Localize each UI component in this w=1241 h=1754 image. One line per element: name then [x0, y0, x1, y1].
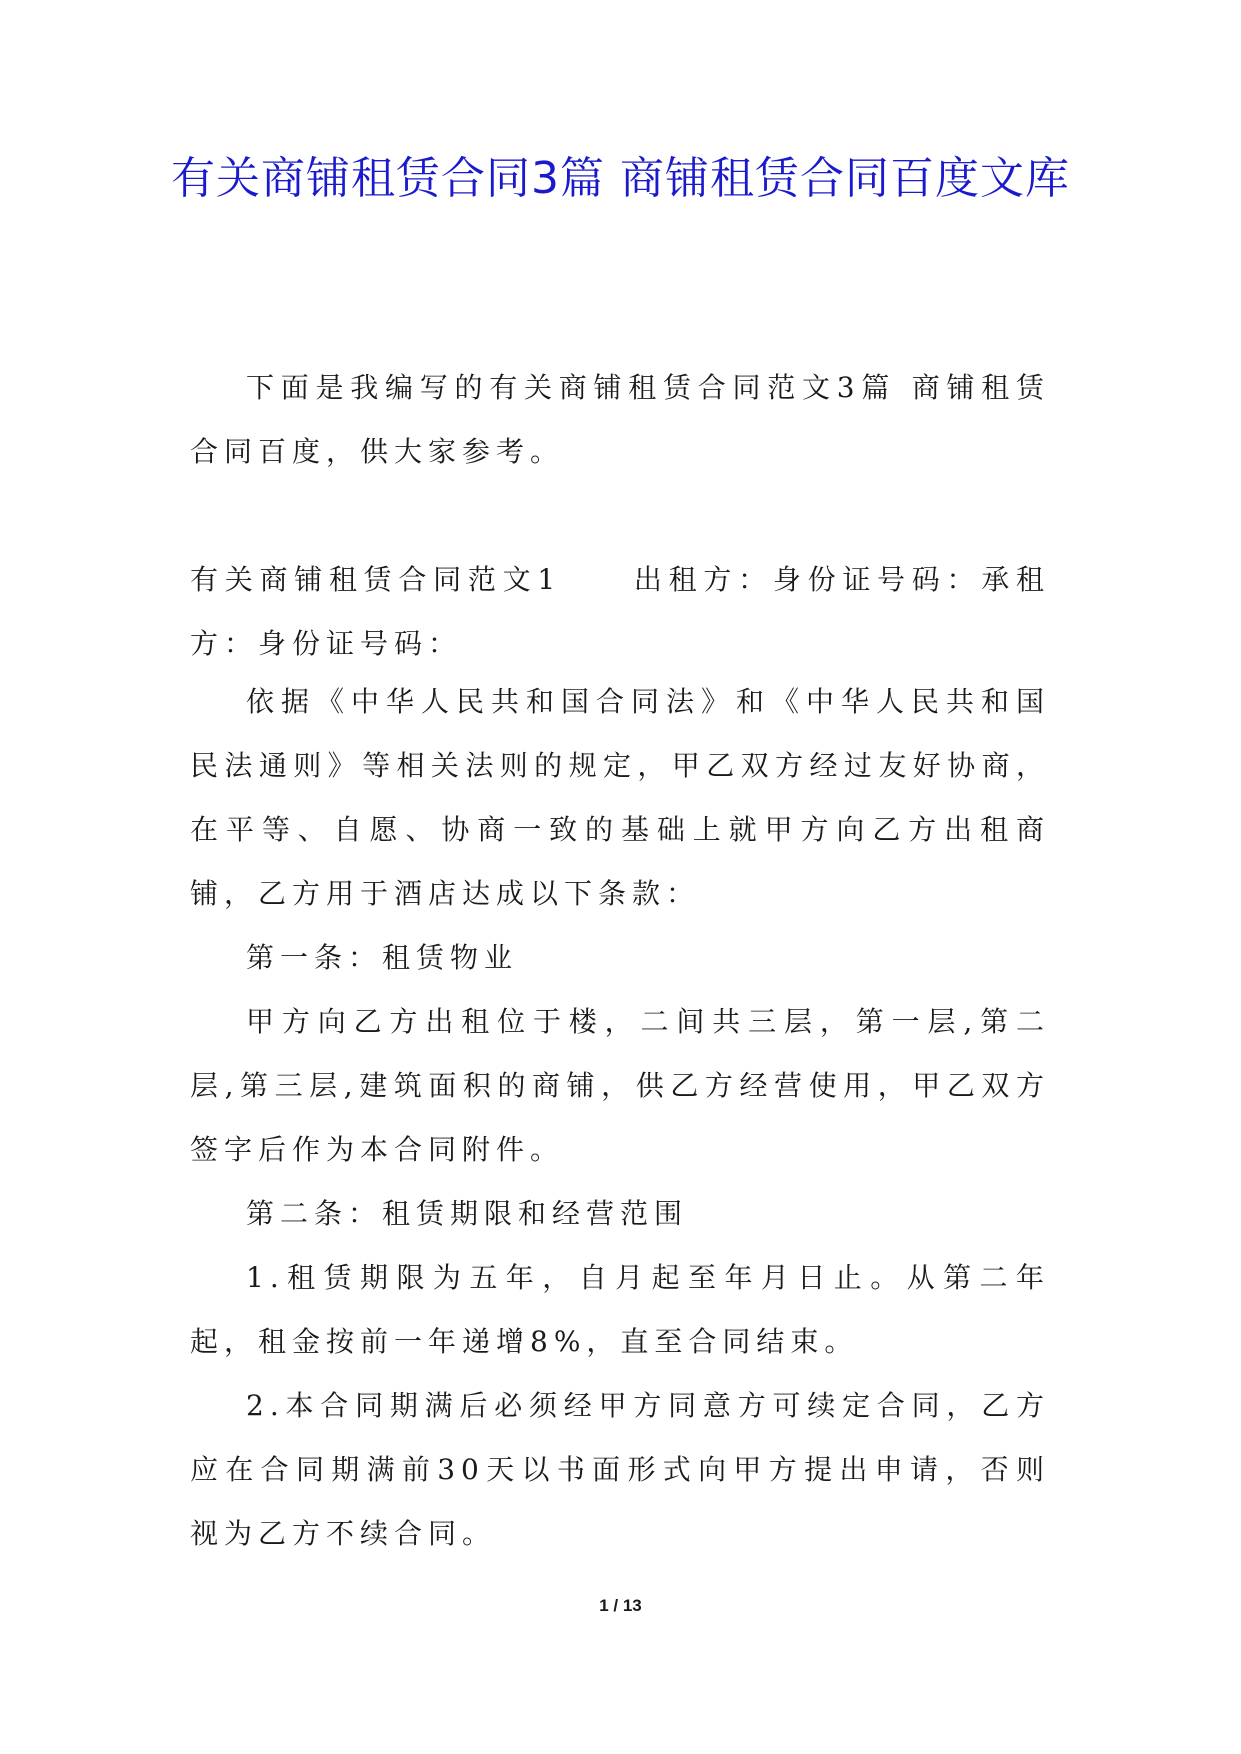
contract1-parties: 出租方：身份证号码：承租方：身份证号码： [190, 563, 1050, 660]
article1-title: 第一条：租赁物业 [246, 941, 519, 974]
term1-paragraph: 1.租赁期限为五年，自月起至年月日止。从第二年起，租金按前一年递增8%，直至合同结束。 [190, 1261, 1050, 1358]
contract1-paragraph [190, 548, 1050, 676]
contract1-heading: 有关商铺租赁合同范文1 [190, 563, 562, 596]
intro-paragraph: 下面是我编写的有关商铺租赁合同范文3篇 商铺租赁合同百度，供大家参考。 [190, 371, 1050, 468]
article1-body: 甲方向乙方出租位于楼，二间共三层，第一层,第二层,第三层,建筑面积的商铺，供乙方经营使用，甲乙双方签字后作为本合同附件。 [190, 1005, 1050, 1166]
term2-paragraph: 2.本合同期满后必须经甲方同意方可续定合同，乙方应在合同期满前30天以书面形式向甲方提出申请，否则视为乙方不续合同。 [190, 1389, 1050, 1550]
document-title: 有关商铺租赁合同3篇 商铺租赁合同百度文库 [171, 153, 1070, 204]
article2-title: 第二条：租赁期限和经营范围 [246, 1197, 689, 1230]
legal-basis-paragraph: 依据《中华人民共和国合同法》和《中华人民共和国民法通则》等相关法则的规定，甲乙双方经过友好协商，在平等、自愿、协商一致的基础上就甲方向乙方出租商铺，乙方用于酒店达成以下条款： [190, 685, 1050, 910]
page-number: 1 / 13 [599, 1596, 642, 1615]
